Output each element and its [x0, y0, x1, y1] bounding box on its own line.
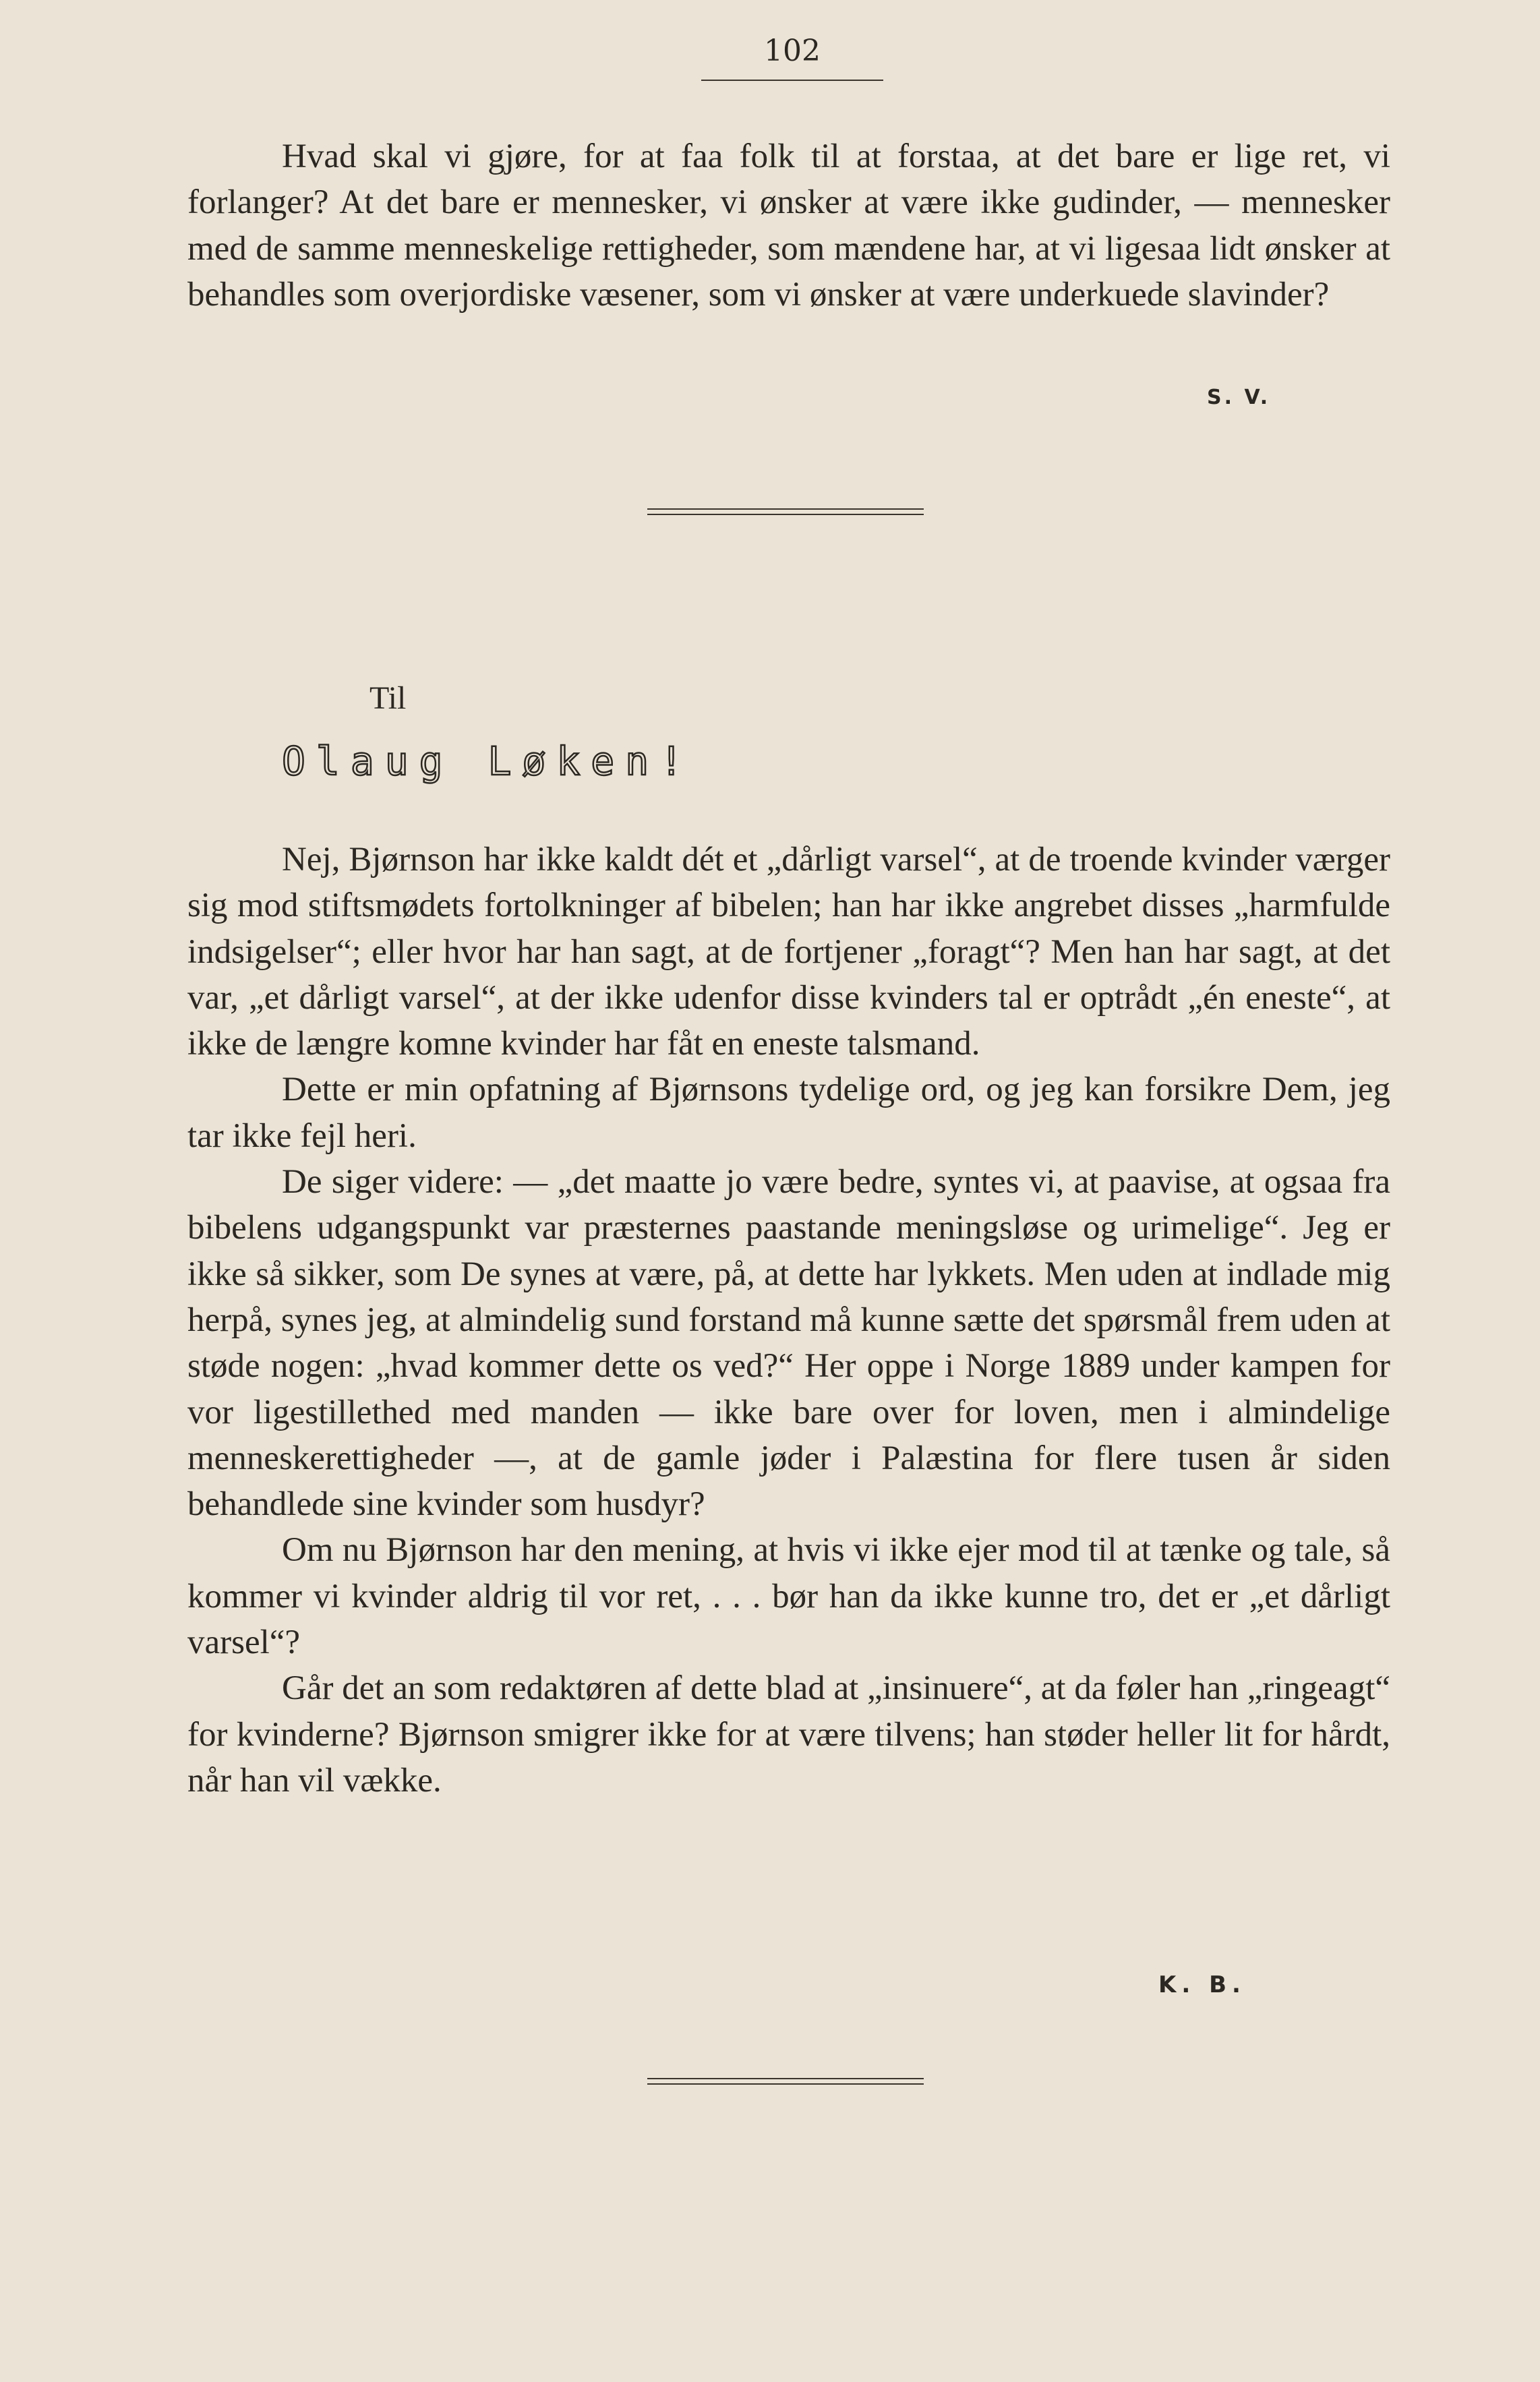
first-article-body	[187, 133, 1390, 318]
article-paragraph: Nej, Bjørnson har ikke kaldt dét et „dårligt varsel“, at de troende kvinder værger sig mod stiftsmødets fortolkninger af bibelen; han har ikke angrebet disses „harmfulde indsigelser“; eller hvor har han sagt, at de fortjener „foragt“? Men han har sagt, at det var, „et dårligt varsel“, at der ikke udenfor disse kvinders tal er optrådt „én eneste“, at ikke de længre komne kvinder har fåt en eneste talsmand.	[187, 841, 1390, 1063]
article-paragraph: Dette er min opfatning af Bjørnsons tydelige ord, og jeg kan forsikre Dem, jeg tar ikke fejl heri.	[187, 1071, 1390, 1155]
second-article-body	[187, 837, 1390, 1804]
salutation-label: Til	[369, 680, 407, 716]
page-number-rule	[701, 80, 883, 81]
end-divider	[647, 2078, 924, 2085]
first-article-signature: S. V.	[1207, 386, 1271, 409]
section-divider	[647, 508, 924, 515]
page-number: 102	[764, 34, 821, 68]
recipient-heading: Olaug Løken!	[282, 738, 694, 784]
article-paragraph: De siger videre: — „det maatte jo være bedre, syntes vi, at paavise, at ogsaa fra bibelens udgangspunkt var præsternes paastande meningsløse og urimelige“. Jeg er ikke så sikker, som De synes at være, på, at dette har lykkets. Men uden at indlade mig herpå, synes jeg, at almindelig sund forstand må kunne sætte det spørsmål frem uden at støde nogen: „hvad kommer dette os ved?“ Her oppe i Norge 1889 under kampen for vor ligestillethed med manden — ikke bare over for loven, men i almindelige menneskerettigheder —, at de gamle jøder i Palæstina for flere tusen år siden behandlede sine kvinder som husdyr?	[187, 1163, 1390, 1524]
article-paragraph: Går det an som redaktøren af dette blad at „insinuere“, at da føler han „ringeagt“ for kvinderne? Bjørnson smigrer ikke for at være tilvens; han støder heller lit for hårdt, når han vil vække.	[187, 1669, 1390, 1799]
second-article-signature: K. B.	[1158, 1971, 1246, 1998]
first-article-paragraph: Hvad skal vi gjøre, for at faa folk til at forstaa, at det bare er lige ret, vi forlanger? At det bare er mennesker, vi ønsker at være ikke gudinder, — mennesker med de samme menneskelige rettigheder, som mændene har, at vi ligesaa lidt ønsker at behandles som overjordiske væsener, som vi ønsker at være underkuede slavinder?	[187, 138, 1390, 314]
article-paragraph: Om nu Bjørnson har den mening, at hvis vi ikke ejer mod til at tænke og tale, så kommer vi kvinder aldrig til vor ret, . . . bør han da ikke kunne tro, det er „et dårligt varsel“?	[187, 1531, 1390, 1662]
